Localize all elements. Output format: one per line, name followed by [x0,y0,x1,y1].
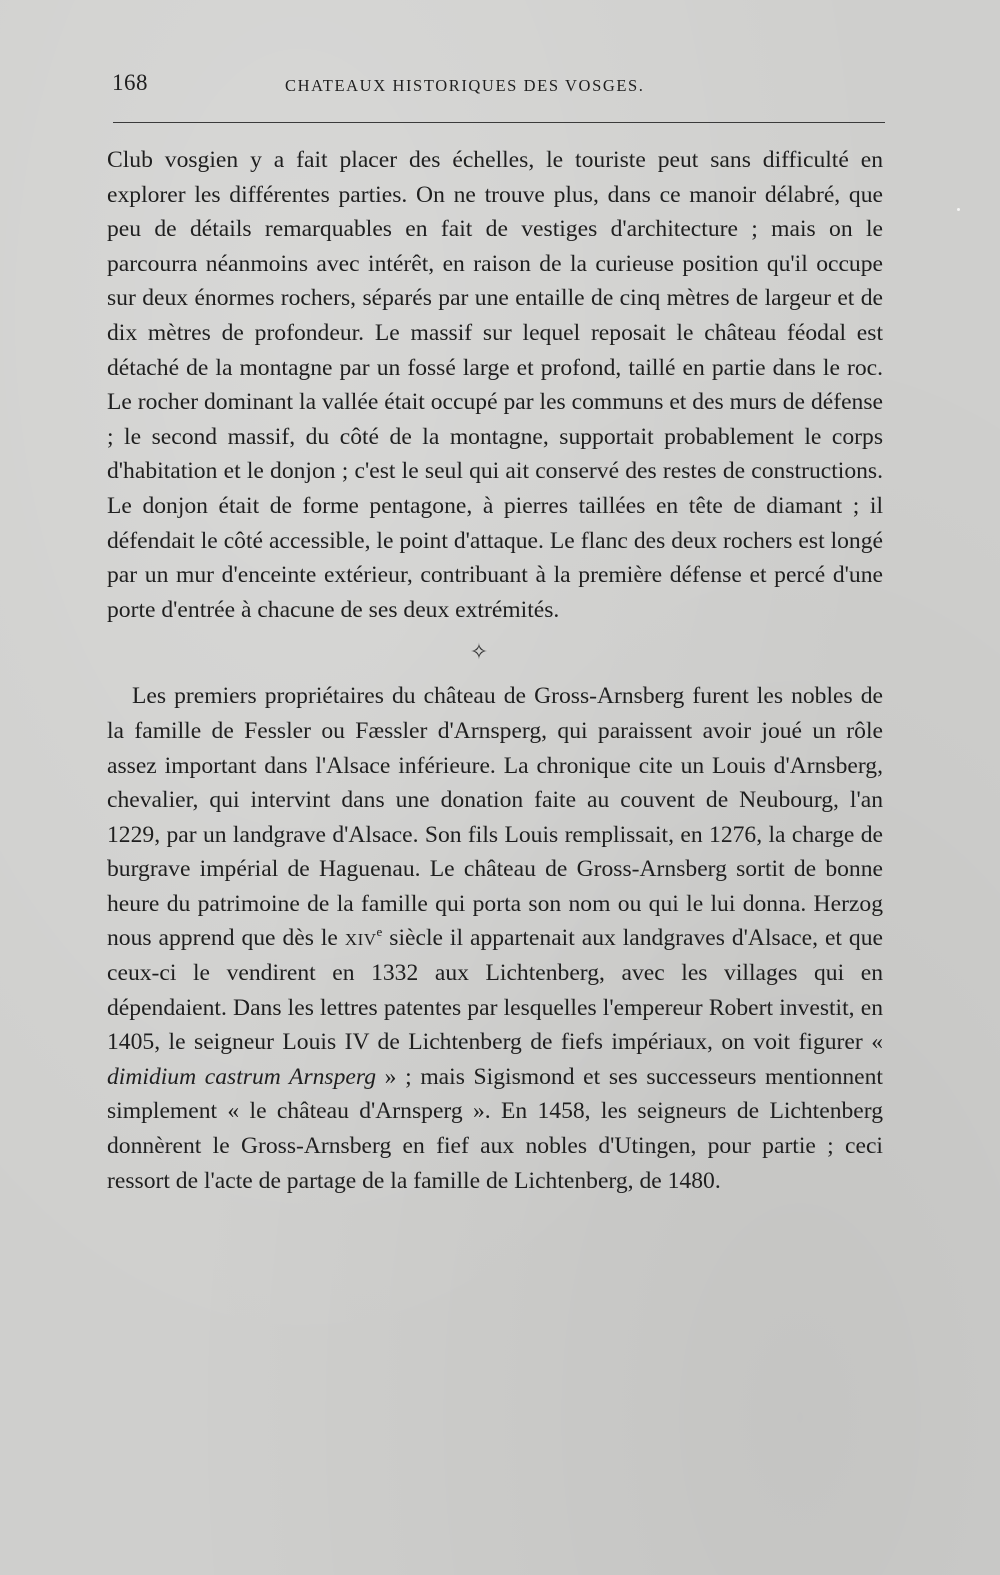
page-number: 168 [112,70,148,95]
history-text-part-a: Les premiers propriétaires du château de Gross-Arnsberg furent les nobles de la famille de Fessler ou Fæssler d'Arnsperg, qui paraissent avoir joué un rôle assez important dans l'Alsace inférieure. La chronique cite un Louis d'Arnsberg, chevalier, qui intervint dans une donation faite au couvent de Neubourg, l'an 1229, par un landgrave d'Alsace. Son fils Louis remplissait, en 1276, la charge de burgrave impérial de Haguenau. Le château de Gross-Arnsberg sortit de bonne heure du patrimoine de la famille qui porta son nom ou qui le lui donna. Herzog nous apprend que dès le [107,683,883,952]
paragraph-castle-history [107,679,883,1198]
running-head [112,70,887,100]
latin-quotation: dimidium castrum Arnsperg [107,1063,376,1090]
history-text-part-b: siècle il appartenait aux landgraves d'Alsace, et que ceux-ci le vendirent en 1332 aux Lichtenberg, avec les villages qui en dépendaient. Dans les lettres patentes par lesquelles l'empereur Robert investit, en 1405, le seigneur Louis IV de Lichtenberg de fiefs impériaux, on voit figurer « [107,925,883,1056]
paper-speck [957,208,960,211]
header-rule [113,122,885,123]
section-ornament [107,641,883,663]
running-title: CHATEAUX HISTORIQUES DES VOSGES. [285,76,645,95]
history-text-part-c: » ; mais Sigismond et ses successeurs mentionnent simplement « le château d'Arnsperg ». En 1458, les seigneurs de Lichtenberg donnèrent le Gross-Arnsberg en fief aux nobles d'Utingen, pour partie ; ceci ressort de l'acte de partage de la famille de Lichtenberg, de 1480. [107,1063,883,1194]
century-superscript: e [376,924,383,940]
paragraph-castle-description: Club vosgien y a fait placer des échelles, le touriste peut sans difficulté en explorer les différentes parties. On ne trouve plus, dans ce manoir délabré, que peu de détails remarquables en fait de vestiges d'architecture ; mais on le parcourra néanmoins avec intérêt, en raison de la curieuse position qu'il occupe sur deux énormes rochers, séparés par une entaille de cinq mètres de largeur et de dix mètres de profondeur. Le massif sur lequel reposait le château féodal est détaché de la montagne par un fossé large et profond, taillé en partie dans le roc. Le rocher dominant la vallée était occupé par les communs et des murs de défense ; le second massif, du côté de la montagne, supportait probablement le corps d'habitation et le donjon ; c'est le seul qui ait conservé des restes de constructions. Le donjon était de forme pentagone, à pierres taillées en tête de diamant ; il défendait le côté accessible, le point d'attaque. Le flanc des deux rochers est longé par un mur d'enceinte extérieur, contribuant à la première défense et percé d'une porte d'entrée à chacune de ses deux extrémités. [107,147,883,623]
century-numeral: xiv [344,925,377,952]
ornament-glyph: ✧ [469,639,489,665]
body-text [107,143,883,1198]
